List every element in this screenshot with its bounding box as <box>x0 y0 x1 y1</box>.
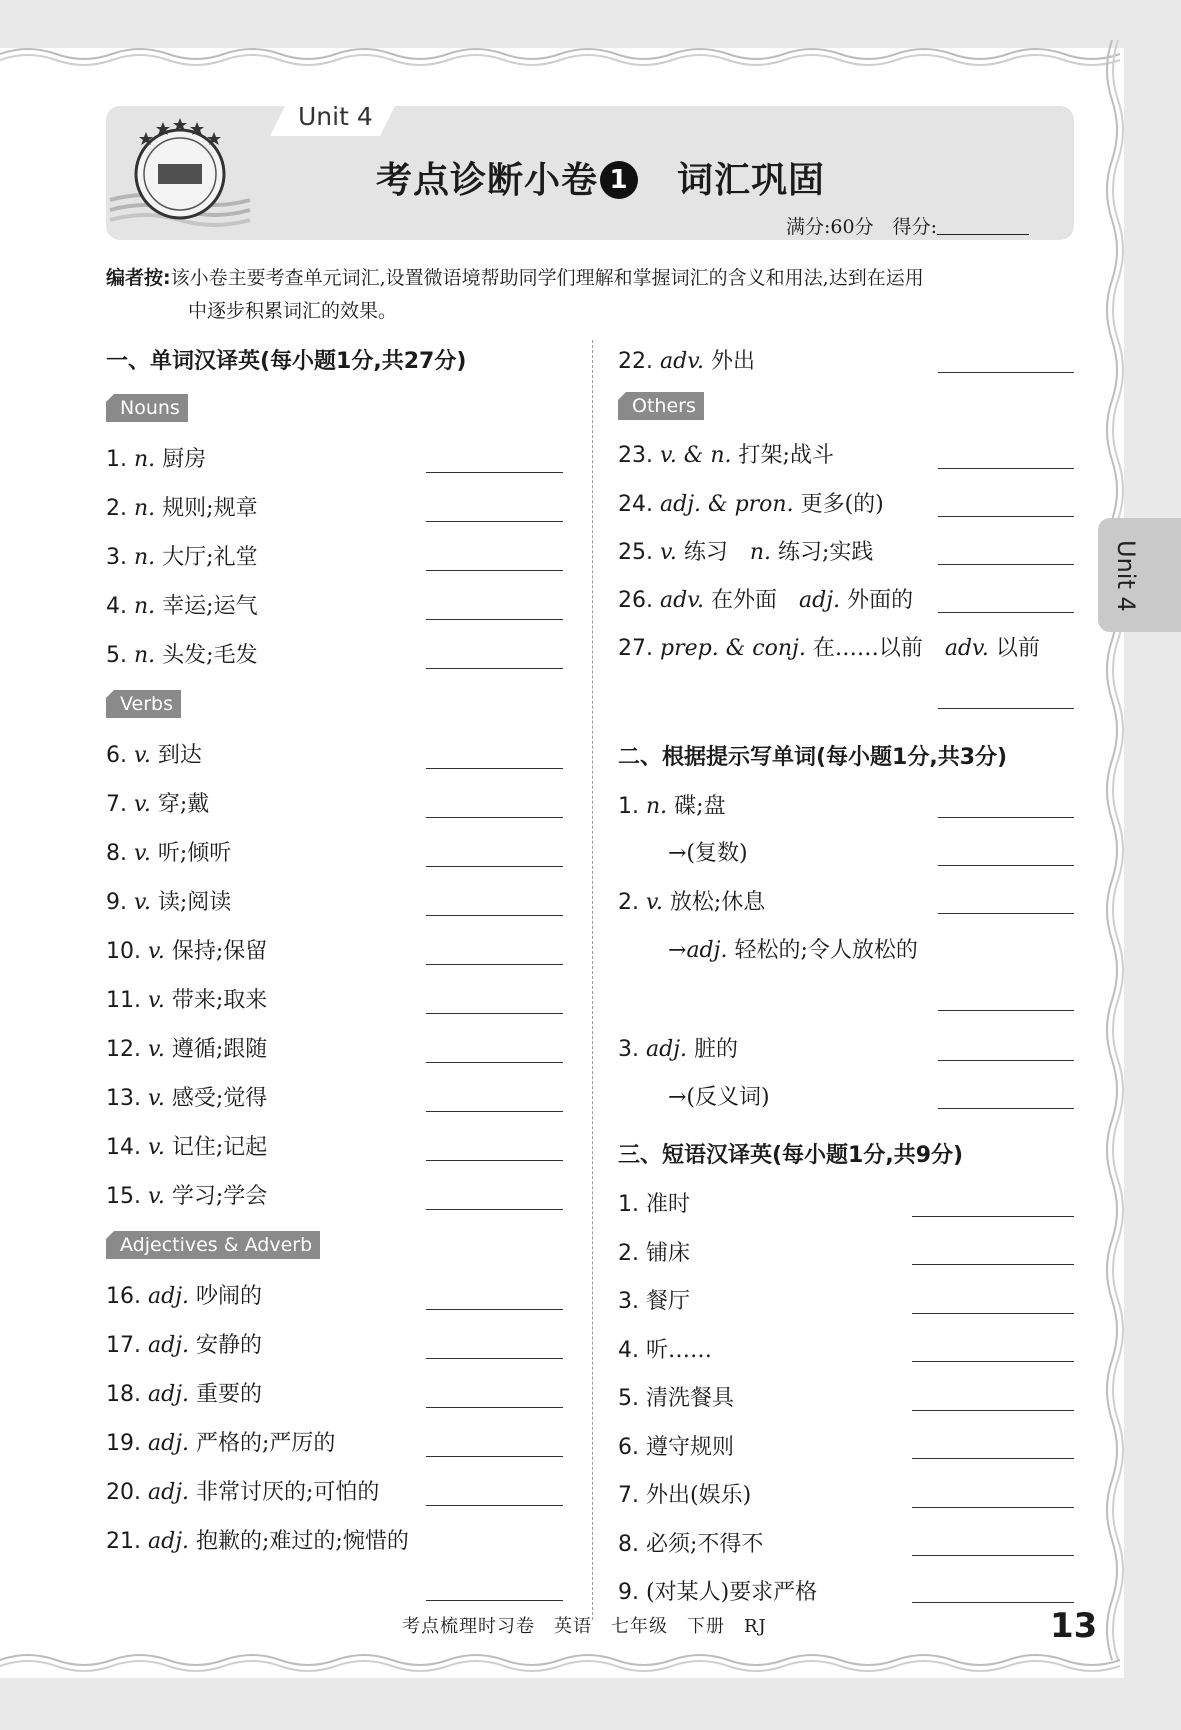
footer-text: 考点梳理时习卷 英语 七年级 下册 RJ <box>402 1616 767 1637</box>
answer-blank-18[interactable] <box>426 1407 563 1408</box>
vocab-item-17: 17. adj. 安静的 <box>106 1333 263 1358</box>
answer-blank-27[interactable] <box>938 708 1074 709</box>
phrase-blank-8[interactable] <box>912 1555 1074 1556</box>
answer-blank-21[interactable] <box>426 1600 563 1601</box>
wavy-bottom-border <box>0 1650 1130 1676</box>
unit-label: Unit 4 <box>298 102 373 131</box>
editor-note-text: 该小卷主要考查单元词汇,设置微语境帮助同学们理解和掌握词汇的含义和用法,达到在运用 <box>170 267 924 289</box>
phrase-blank-3[interactable] <box>912 1313 1074 1314</box>
phrase-item-9: 9. (对某人)要求严格 <box>618 1580 818 1605</box>
section1-title: 一、单词汉译英(每小题1分,共27分) <box>106 349 467 374</box>
hint-blank-1b[interactable] <box>938 865 1074 866</box>
answer-blank-15[interactable] <box>426 1209 563 1210</box>
answer-blank-26[interactable] <box>938 612 1074 613</box>
answer-blank-8[interactable] <box>426 866 563 867</box>
vocab-item-5: 5. n. 头发;毛发 <box>106 643 258 668</box>
hint-blank-3b[interactable] <box>938 1108 1074 1109</box>
vocab-item-25: 25. v. 练习 n. 练习;实践 <box>618 540 874 565</box>
vocab-item-13: 13. v. 感受;觉得 <box>106 1086 268 1111</box>
answer-blank-11[interactable] <box>426 1013 563 1014</box>
tag-others: Others <box>618 392 704 420</box>
phrase-item-2: 2. 铺床 <box>618 1241 691 1266</box>
tag-verbs: Verbs <box>106 690 181 718</box>
phrase-item-1: 1. 准时 <box>618 1192 691 1217</box>
full-score-label: 满分:60分 <box>786 216 874 238</box>
title-number-badge: 1 <box>600 161 638 199</box>
answer-blank-22[interactable] <box>938 372 1074 373</box>
vocab-item-14: 14. v. 记住;记起 <box>106 1135 268 1160</box>
hint-blank-1a[interactable] <box>938 817 1074 818</box>
answer-blank-14[interactable] <box>426 1160 563 1161</box>
vocab-item-2: 2. n. 规则;规章 <box>106 496 258 521</box>
answer-blank-13[interactable] <box>426 1111 563 1112</box>
phrase-blank-2[interactable] <box>912 1264 1074 1265</box>
answer-blank-7[interactable] <box>426 817 563 818</box>
answer-blank-5[interactable] <box>426 668 563 669</box>
wavy-right-border <box>1098 40 1132 1680</box>
section3-title: 三、短语汉译英(每小题1分,共9分) <box>618 1143 964 1168</box>
score-line <box>786 212 1029 239</box>
vocab-item-9: 9. v. 读;阅读 <box>106 890 232 915</box>
answer-blank-17[interactable] <box>426 1358 563 1359</box>
hint-item-3-sub: →(反义词) <box>668 1085 770 1110</box>
unit-side-tab-label: Unit 4 <box>1112 540 1140 612</box>
publisher-logo-icon <box>106 106 252 236</box>
vocab-item-19: 19. adj. 严格的;严厉的 <box>106 1431 336 1456</box>
answer-blank-23[interactable] <box>938 468 1074 469</box>
answer-blank-1[interactable] <box>426 472 563 473</box>
vocab-item-8: 8. v. 听;倾听 <box>106 841 232 866</box>
vocab-item-12: 12. v. 遵循;跟随 <box>106 1037 268 1062</box>
vocab-item-18: 18. adj. 重要的 <box>106 1382 263 1407</box>
vocab-item-6: 6. v. 到达 <box>106 743 202 768</box>
answer-blank-12[interactable] <box>426 1062 563 1063</box>
editor-note-label: 编者按: <box>106 267 171 289</box>
answer-blank-6[interactable] <box>426 768 563 769</box>
phrase-item-6: 6. 遵守规则 <box>618 1435 735 1460</box>
wavy-top-border <box>0 44 1130 70</box>
editor-note <box>106 262 1076 328</box>
answer-blank-16[interactable] <box>426 1309 563 1310</box>
vocab-item-15: 15. v. 学习;学会 <box>106 1184 268 1209</box>
hint-blank-3a[interactable] <box>938 1060 1074 1061</box>
page-title <box>376 152 825 203</box>
vocab-item-4: 4. n. 幸运;运气 <box>106 594 258 619</box>
answer-blank-10[interactable] <box>426 964 563 965</box>
answer-blank-9[interactable] <box>426 915 563 916</box>
page-number: 13 <box>1050 1606 1098 1646</box>
editor-note-text-2: 中逐步积累词汇的效果。 <box>188 300 398 322</box>
vocab-item-3: 3. n. 大厅;礼堂 <box>106 545 258 570</box>
hint-item-2: 2. v. 放松;休息 <box>618 890 766 915</box>
vocab-item-23: 23. v. & n. 打架;战斗 <box>618 443 834 468</box>
phrase-item-5: 5. 清洗餐具 <box>618 1386 735 1411</box>
vocab-item-7: 7. v. 穿;戴 <box>106 792 210 817</box>
phrase-item-3: 3. 餐厅 <box>618 1289 691 1314</box>
vocab-item-24: 24. adj. & pron. 更多(的) <box>618 492 884 517</box>
answer-blank-25[interactable] <box>938 564 1074 565</box>
answer-blank-20[interactable] <box>426 1505 563 1506</box>
hint-blank-2b[interactable] <box>938 1010 1074 1011</box>
phrase-item-7: 7. 外出(娱乐) <box>618 1483 752 1508</box>
got-score-label: 得分: <box>892 216 938 238</box>
phrase-blank-5[interactable] <box>912 1410 1074 1411</box>
hint-item-1: 1. n. 碟;盘 <box>618 794 726 819</box>
vocab-item-1: 1. n. 厨房 <box>106 447 207 472</box>
phrase-item-8: 8. 必须;不得不 <box>618 1532 764 1557</box>
title-prefix: 考点诊断小卷 <box>376 160 599 201</box>
vocab-item-27: 27. prep. & conj. 在……以前 adv. 以前 <box>618 636 1040 661</box>
hint-item-1-sub: →(复数) <box>668 841 748 866</box>
phrase-blank-6[interactable] <box>912 1458 1074 1459</box>
answer-blank-24[interactable] <box>938 516 1074 517</box>
column-divider <box>592 340 593 1620</box>
answer-blank-2[interactable] <box>426 521 563 522</box>
section2-title: 二、根据提示写单词(每小题1分,共3分) <box>618 745 1008 770</box>
vocab-item-11: 11. v. 带来;取来 <box>106 988 268 1013</box>
tag-adjectives-adverb: Adjectives & Adverb <box>106 1231 320 1259</box>
vocab-item-10: 10. v. 保持;保留 <box>106 939 268 964</box>
phrase-blank-9[interactable] <box>912 1602 1074 1603</box>
vocab-item-22: 22. adv. 外出 <box>618 349 756 374</box>
vocab-item-20: 20. adj. 非常讨厌的;可怕的 <box>106 1480 380 1505</box>
tag-nouns: Nouns <box>106 394 188 422</box>
answer-blank-4[interactable] <box>426 619 563 620</box>
hint-item-2-sub: →adj. 轻松的;令人放松的 <box>668 938 918 963</box>
phrase-item-4: 4. 听…… <box>618 1338 713 1363</box>
phrase-blank-1[interactable] <box>912 1216 1074 1217</box>
phrase-blank-7[interactable] <box>912 1507 1074 1508</box>
hint-blank-2a[interactable] <box>938 913 1074 914</box>
vocab-item-26: 26. adv. 在外面 adj. 外面的 <box>618 588 914 613</box>
vocab-item-21: 21. adj. 抱歉的;难过的;惋惜的 <box>106 1529 409 1554</box>
hint-item-3: 3. adj. 脏的 <box>618 1037 739 1062</box>
answer-blank-3[interactable] <box>426 570 563 571</box>
vocab-item-16: 16. adj. 吵闹的 <box>106 1284 263 1309</box>
title-suffix: 词汇巩固 <box>677 160 826 201</box>
answer-blank-19[interactable] <box>426 1456 563 1457</box>
phrase-blank-4[interactable] <box>912 1361 1074 1362</box>
score-blank[interactable] <box>937 216 1029 235</box>
